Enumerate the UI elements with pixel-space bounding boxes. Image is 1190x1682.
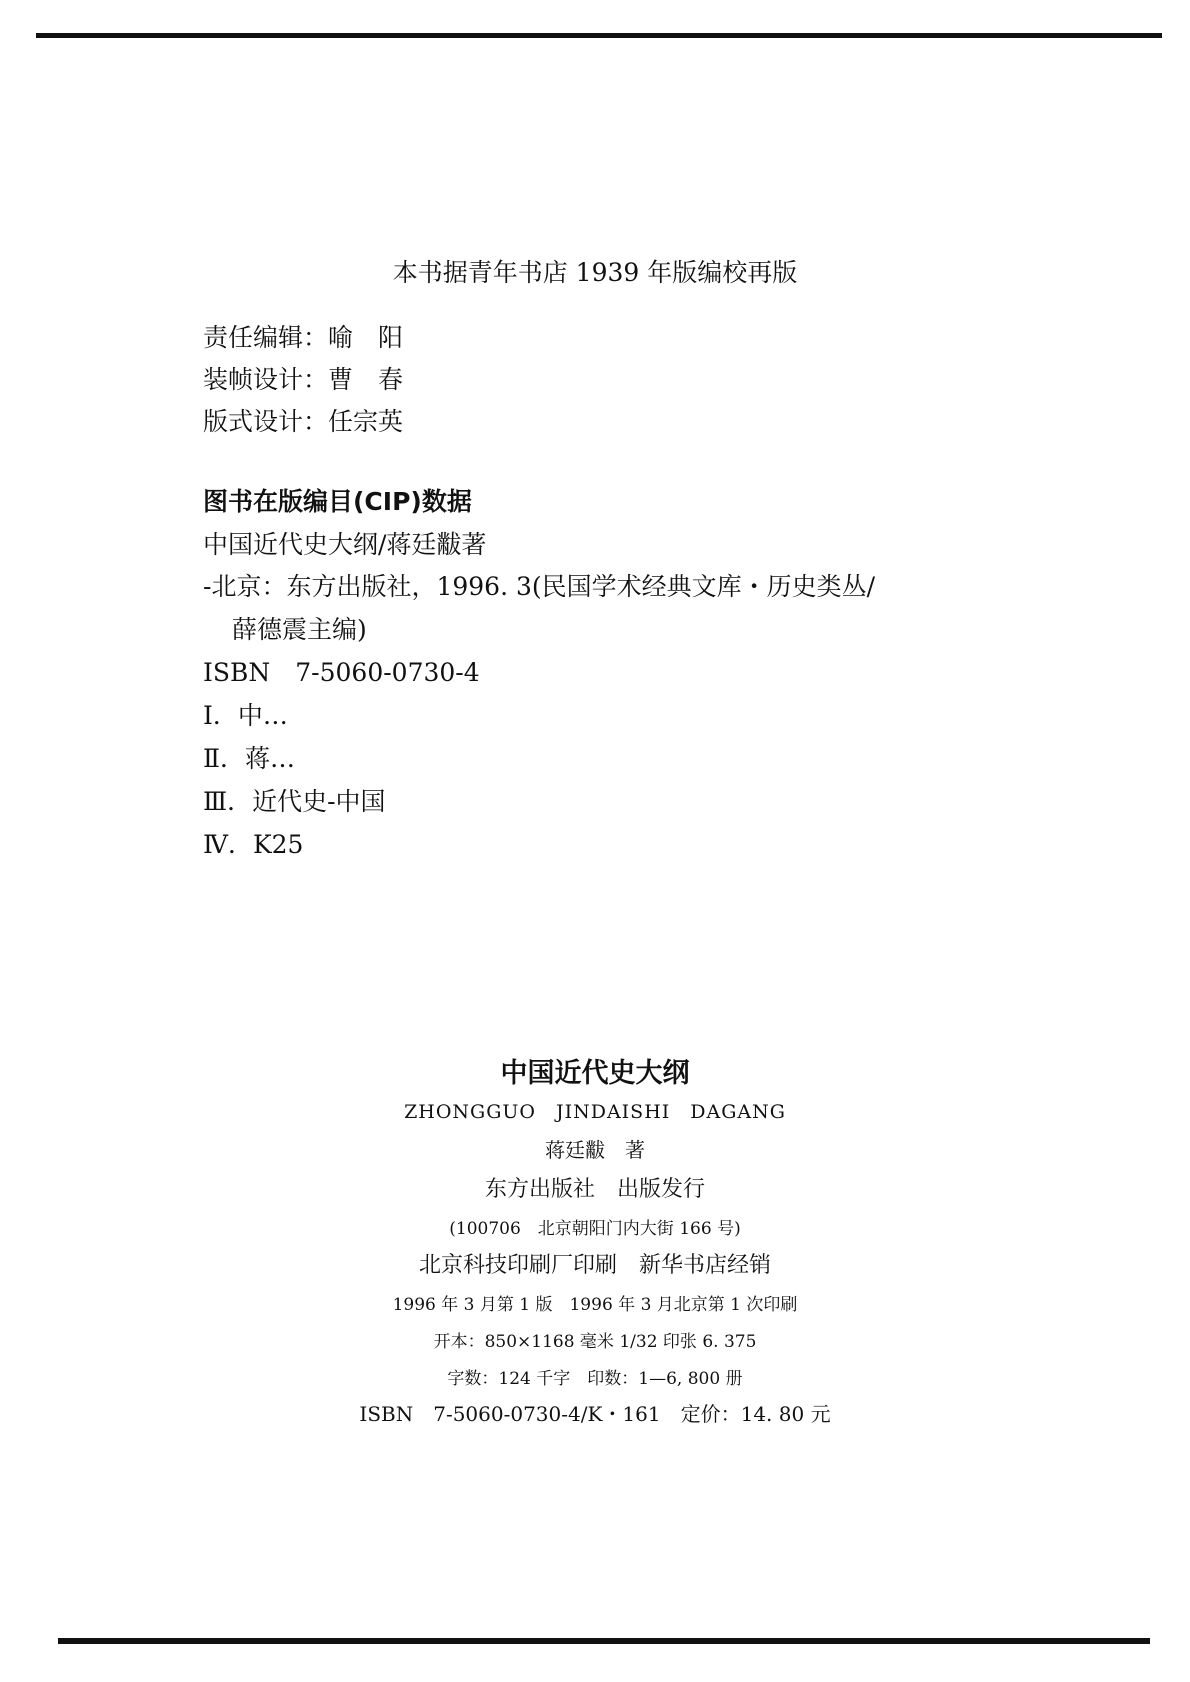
cip-title-author: 中国近代史大纲/蒋廷黻著	[203, 530, 487, 559]
credit-cover-design	[203, 363, 403, 397]
credit-name: 曹 春	[328, 365, 404, 394]
credit-name: 喻 阳	[328, 323, 404, 352]
format-specs: 开本：850×1168 毫米 1/32 印张 6. 375	[433, 1332, 757, 1352]
credit-layout-design	[203, 405, 403, 439]
bottom-rule	[58, 1638, 1150, 1644]
credit-role: 装帧设计	[203, 365, 304, 394]
book-author: 蒋廷黻 著	[545, 1138, 645, 1162]
publisher-line: 东方出版社 出版发行	[484, 1177, 705, 1202]
book-title-pinyin: ZHONGGUO JINDAISHI DAGANG	[404, 1101, 786, 1123]
cip-subject: Ⅲ．近代史-中国	[203, 787, 386, 816]
cip-subject: Ⅰ．中…	[203, 701, 288, 730]
cip-heading: 图书在版编目(CIP)数据	[203, 487, 472, 516]
credit-editor	[203, 321, 403, 355]
credit-name: 任宗英	[328, 407, 404, 436]
word-print-counts: 字数：124 千字 印数：1—6, 800 册	[447, 1369, 743, 1389]
reprint-note: 本书据青年书店 1939 年版编校再版	[392, 258, 798, 287]
cip-publication-line: -北京：东方出版社，1996. 3(民国学术经典文库・历史类丛/	[203, 572, 876, 601]
cip-isbn: ISBN 7-5060-0730-4	[203, 658, 480, 687]
credit-separator: ：	[303, 323, 329, 352]
cip-series-editor: 薛德震主编)	[232, 615, 367, 644]
credit-role: 责任编辑	[203, 323, 304, 352]
book-title: 中国近代史大纲	[500, 1058, 690, 1089]
edition-printing: 1996 年 3 月第 1 版 1996 年 3 月北京第 1 次印刷	[392, 1295, 798, 1315]
printer-distributor: 北京科技印刷厂印刷 新华书店经销	[418, 1253, 771, 1278]
cip-subject: Ⅱ．蒋…	[203, 744, 295, 773]
credit-role: 版式设计	[203, 407, 304, 436]
top-rule	[36, 33, 1162, 38]
isbn-price: ISBN 7-5060-0730-4/K・161 定价：14. 80 元	[359, 1402, 831, 1426]
credit-separator: ：	[303, 407, 329, 436]
cip-subject: Ⅳ．K25	[203, 830, 304, 859]
publisher-address: (100706 北京朝阳门内大街 166 号)	[449, 1219, 741, 1239]
credit-separator: ：	[303, 365, 329, 394]
